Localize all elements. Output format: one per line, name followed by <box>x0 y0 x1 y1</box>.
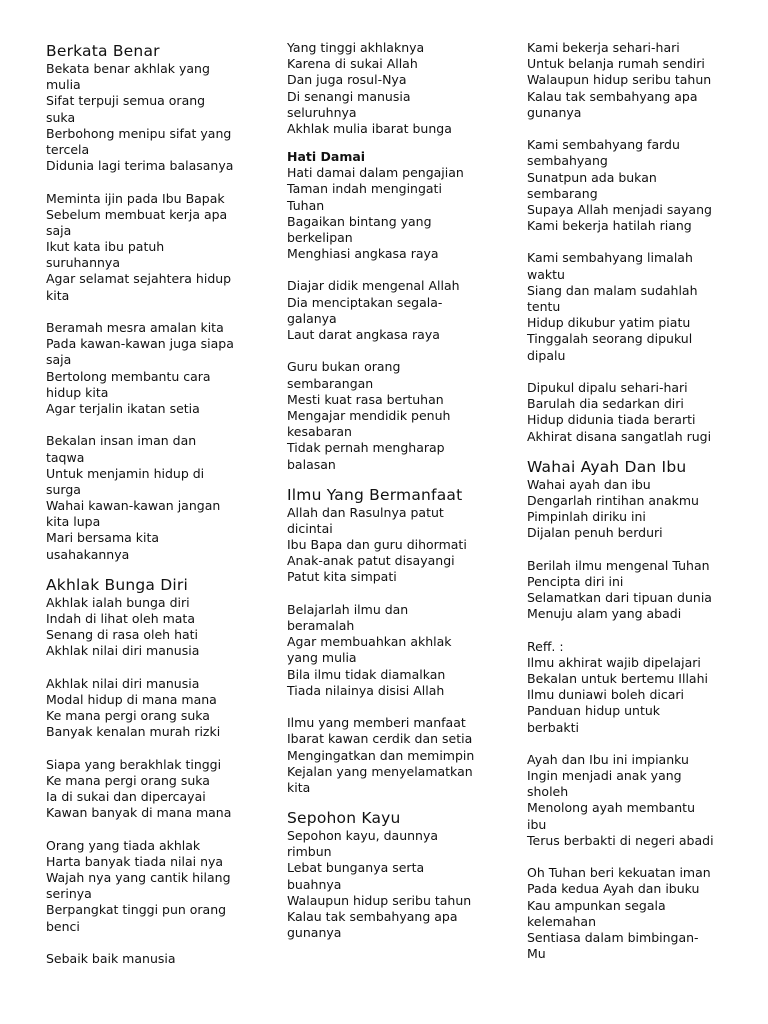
lyric-line: Guru bukan orang <box>287 359 401 375</box>
lyric-line: Agar terjalin ikatan setia <box>46 400 200 416</box>
lyric-line: Ayah dan Ibu ini impianku <box>527 751 689 767</box>
lyric-line: berkelipan <box>287 229 353 245</box>
lyric-line: Ikut kata ibu patuh <box>46 239 165 255</box>
lyric-line: waktu <box>527 266 565 282</box>
lyric-line: Hidup didunia tiada berarti <box>527 412 696 428</box>
lyric-line: Taman indah mengingati <box>287 181 442 197</box>
stanza-gap <box>527 234 732 250</box>
lyric-line: Tinggalah seorang dipukul <box>527 331 693 347</box>
lyric-line: Walaupun hidup seribu tahun <box>287 892 472 908</box>
lyric-line: Kalau tak sembahyang apa <box>527 88 698 104</box>
stanza-gap <box>527 849 732 865</box>
lyric-line: Mu <box>527 946 546 962</box>
lyric-line: sembahyang <box>527 153 608 169</box>
lyric-line: Oh Tuhan beri kekuatan iman <box>527 865 711 881</box>
lyric-line: Banyak kenalan murah rizki <box>46 724 221 740</box>
lyric-line: Berpangkat tinggi pun orang <box>46 902 227 918</box>
stanza-gap <box>46 821 246 837</box>
lyric-line: Agar selamat sejahtera hidup <box>46 271 232 287</box>
lyric-line: Indah di lihat oleh mata <box>46 611 195 626</box>
lyric-line: Berilah ilmu mengenal Tuhan <box>527 557 710 573</box>
lyric-line: Bekalan insan iman dan <box>46 433 197 449</box>
lyric-line: Sunatpun ada bukan <box>527 169 657 185</box>
lyric-line: gunanya <box>287 925 342 941</box>
lyric-line: Hati damai dalam pengajian <box>287 165 464 181</box>
lyric-line: Akhlak nilai diri manusia <box>46 643 200 659</box>
lyric-line: Akhlak nilai diri manusia <box>46 675 200 691</box>
lyric-line: Kami sembahyang limalah <box>527 250 693 266</box>
lyric-line: Patut kita simpati <box>287 569 397 585</box>
lyric-line: Mengajar mendidik penuh <box>287 407 451 423</box>
stanza-gap <box>46 741 246 757</box>
lyric-line: Pimpinlah diriku ini <box>527 509 646 525</box>
lyric-line: Barulah dia sedarkan diri <box>527 396 684 412</box>
lyric-line: Panduan hidup untuk <box>527 703 661 719</box>
lyric-line: Mesti kuat rasa bertuhan <box>287 391 444 407</box>
lyric-line: suka <box>46 109 76 125</box>
lyric-line: kita <box>46 287 70 303</box>
lyric-line: Ibu Bapa dan guru dihormati <box>287 537 467 553</box>
lyric-line: mulia <box>46 77 81 93</box>
lyric-line: kita <box>287 779 311 795</box>
lyric-line: Beramah mesra amalan kita <box>46 320 224 335</box>
lyric-line: Pada kawan-kawan juga siapa <box>46 336 234 352</box>
column-3 <box>527 0 732 962</box>
lyric-line: Karena di sukai Allah <box>287 56 418 72</box>
lyric-line: Orang yang tiada akhlak <box>46 837 201 853</box>
lyric-line: beramalah <box>287 618 355 633</box>
stanza-gap <box>46 174 246 190</box>
lyric-line: Dipukul dipalu sehari-hari <box>527 379 688 395</box>
lyric-line: Bekata benar akhlak yang <box>46 61 210 76</box>
lyric-line: Anak-anak patut disayangi <box>287 553 455 569</box>
lyric-line: yang mulia <box>287 650 357 666</box>
section-body-sepohon-kayu <box>287 828 492 941</box>
lyric-line: saja <box>46 222 72 238</box>
lyric-line: Kami bekerja hatilah riang <box>527 218 692 234</box>
lyric-line: Tidak pernah mengharap <box>287 440 445 456</box>
lyric-line: Allah dan Rasulnya patut <box>287 504 444 520</box>
lyric-line: Terus berbakti di negeri abadi <box>527 832 714 848</box>
stanza-gap <box>46 935 246 951</box>
section-body-akhlak-bunga-diri <box>46 595 246 967</box>
lyric-line: Menolong ayah membantu <box>527 800 695 816</box>
lyric-line: Reff. : <box>527 638 564 654</box>
lyric-line: Kau ampunkan segala <box>527 897 666 913</box>
lyric-line: Bagaikan bintang yang <box>287 213 432 229</box>
stanza-gap <box>46 304 246 320</box>
lyric-line: Diajar didik mengenal Allah <box>287 278 460 294</box>
lyric-line: Wahai ayah dan ibu <box>527 476 651 492</box>
stanza-gap <box>527 541 732 557</box>
lyric-line: Dan juga rosul-Nya <box>287 72 407 88</box>
section-body-berkata-benar <box>46 61 246 563</box>
lyric-line: Akhirat disana sangatlah rugi <box>527 428 712 444</box>
lyric-line: Mari bersama kita <box>46 530 160 546</box>
lyric-line: balasan <box>287 456 336 472</box>
stanza-gap <box>527 622 732 638</box>
stanza-gap <box>46 417 246 433</box>
lyric-line: Dia menciptakan segala- <box>287 294 443 310</box>
lyric-line: Pencipta diri ini <box>527 573 624 589</box>
lyric-line: Belajarlah ilmu dan <box>287 601 409 617</box>
lyric-line: Didunia lagi terima balasanya <box>46 158 234 174</box>
section-title-wahai-ayah-dan-ibu: Wahai Ayah Dan Ibu <box>527 457 687 476</box>
stanza-gap <box>527 121 732 137</box>
stanza-gap <box>287 699 492 715</box>
lyric-line: Kalau tak sembahyang apa <box>287 909 458 924</box>
lyric-line: Ke mana pergi orang suka <box>46 708 210 724</box>
section-body-continued-akhlak <box>287 40 492 137</box>
section-title-sepohon-kayu: Sepohon Kayu <box>287 809 401 828</box>
lyric-line: Sentiasa dalam bimbingan- <box>527 929 699 945</box>
lyric-line: Wajah nya yang cantik hilang <box>46 870 231 885</box>
lyric-line: Bekalan untuk bertemu Illahi <box>527 670 708 686</box>
lyric-line: benci <box>46 918 80 934</box>
lyric-line: kelemahan <box>527 913 596 929</box>
lyric-line: Menuju alam yang abadi <box>527 606 682 622</box>
lyric-line: Lebat bunganya serta <box>287 860 425 876</box>
lyric-line: usahakannya <box>46 546 130 562</box>
lyric-line: Ilmu yang memberi manfaat <box>287 715 466 731</box>
lyric-line: tercela <box>46 141 90 157</box>
lyric-line: Walaupun hidup seribu tahun <box>527 72 712 88</box>
stanza-gap <box>527 736 732 752</box>
lyric-line: buahnya <box>287 876 342 892</box>
stanza-gap <box>46 660 246 676</box>
lyric-line: dicintai <box>287 520 333 536</box>
lyric-line: taqwa <box>46 449 85 465</box>
lyric-line: Pada kedua Ayah dan ibuku <box>527 881 700 897</box>
lyric-line: Agar membuahkan akhlak <box>287 634 452 650</box>
lyric-line: Meminta ijin pada Ibu Bapak <box>46 190 225 206</box>
lyric-line: serinya <box>46 886 92 902</box>
lyric-line: Untuk belanja rumah sendiri <box>527 56 705 72</box>
lyric-line: Tuhan <box>287 197 325 213</box>
lyric-line: Ingin menjadi anak yang <box>527 768 682 784</box>
section-body-ilmu-yang-bermanfaat <box>287 505 492 796</box>
lyric-line: kesabaran <box>287 424 352 440</box>
stanza-gap <box>287 343 492 359</box>
lyric-line: kita lupa <box>46 514 101 530</box>
lyric-line: Supaya Allah menjadi sayang <box>527 201 712 217</box>
lyric-line: Kejalan yang menyelamatkan <box>287 763 473 779</box>
section-body-wahai-ayah-dan-ibu <box>527 477 732 963</box>
lyric-line: Sebelum membuat kerja apa <box>46 206 228 222</box>
lyric-line: gunanya <box>527 104 582 120</box>
lyric-line: Sebaik baik manusia <box>46 950 176 966</box>
lyric-line: Ilmu akhirat wajib dipelajari <box>527 654 701 670</box>
lyric-line: Ilmu duniawi boleh dicari <box>527 687 685 703</box>
lyric-line: seluruhnya <box>287 104 357 120</box>
lyric-line: ibu <box>527 816 547 832</box>
section-body-hati-damai <box>287 165 492 473</box>
lyric-line: tentu <box>527 299 561 314</box>
lyric-line: Di senangi manusia <box>287 88 411 104</box>
lyric-line: Hidup dikubur yatim piatu <box>527 315 691 331</box>
lyric-line: Tiada nilainya disisi Allah <box>287 682 445 698</box>
section-title-ilmu-yang-bermanfaat: Ilmu Yang Bermanfaat <box>287 485 463 504</box>
lyric-line: Sepohon kayu, daunnya <box>287 828 439 844</box>
lyric-line: Akhlak ialah bunga diri <box>46 594 190 610</box>
section-title-hati-damai: Hati Damai <box>287 149 366 165</box>
lyric-line: Ibarat kawan cerdik dan setia <box>287 731 473 747</box>
lyric-line: Bertolong membantu cara <box>46 368 211 384</box>
lyric-line: Akhlak mulia ibarat bunga <box>287 120 452 136</box>
lyric-line: berbakti <box>527 719 579 735</box>
lyric-line: surga <box>46 481 81 497</box>
column-1 <box>46 0 246 967</box>
lyric-line: rimbun <box>287 844 332 860</box>
lyric-line: Siapa yang berakhlak tinggi <box>46 756 222 772</box>
lyric-line: Wahai kawan-kawan jangan <box>46 498 221 514</box>
lyric-line: sholeh <box>527 784 569 800</box>
lyric-line: sembarang <box>527 185 598 201</box>
lyric-line: Kawan banyak di mana mana <box>46 805 232 821</box>
section-title-berkata-benar: Berkata Benar <box>46 42 160 60</box>
stanza-gap <box>287 586 492 602</box>
stanza-gap <box>287 262 492 278</box>
lyric-line: hidup kita <box>46 384 109 400</box>
lyric-line: Modal hidup di mana mana <box>46 691 217 707</box>
lyric-line: Yang tinggi akhlaknya <box>287 40 425 55</box>
column-2 <box>287 0 492 941</box>
section-title-akhlak-bunga-diri: Akhlak Bunga Diri <box>46 575 188 594</box>
lyric-line: Menghiasi angkasa raya <box>287 246 439 262</box>
lyric-line: Kami sembahyang fardu <box>527 137 680 153</box>
lyric-line: suruhannya <box>46 255 120 271</box>
lyric-line: dipalu <box>527 347 566 363</box>
lyric-line: Selamatkan dari tipuan dunia <box>527 590 712 605</box>
lyric-line: Ke mana pergi orang suka <box>46 772 210 788</box>
lyric-line: Ia di sukai dan dipercayai <box>46 789 206 805</box>
lyric-line: galanya <box>287 310 337 326</box>
lyric-line: Senang di rasa oleh hati <box>46 627 199 643</box>
lyric-line: Kami bekerja sehari-hari <box>527 40 680 55</box>
lyric-line: Bila ilmu tidak diamalkan <box>287 666 446 682</box>
lyric-line: Dengarlah rintihan anakmu <box>527 492 699 508</box>
lyric-line: Harta banyak tiada nilai nya <box>46 853 224 869</box>
lyric-line: Dijalan penuh berduri <box>527 525 663 541</box>
stanza-gap <box>527 364 732 380</box>
section-body-continued-sepohon-kayu <box>527 40 732 445</box>
lyric-line: Laut darat angkasa raya <box>287 327 440 342</box>
lyric-line: sembarangan <box>287 375 374 391</box>
lyric-line: Mengingatkan dan memimpin <box>287 747 475 763</box>
lyric-line: Berbohong menipu sifat yang <box>46 125 232 141</box>
lyric-line: Siang dan malam sudahlah <box>527 282 698 298</box>
lyric-line: saja <box>46 352 72 368</box>
lyric-line: Sifat terpuji semua orang <box>46 93 206 109</box>
lyric-line: Untuk menjamin hidup di <box>46 465 205 481</box>
